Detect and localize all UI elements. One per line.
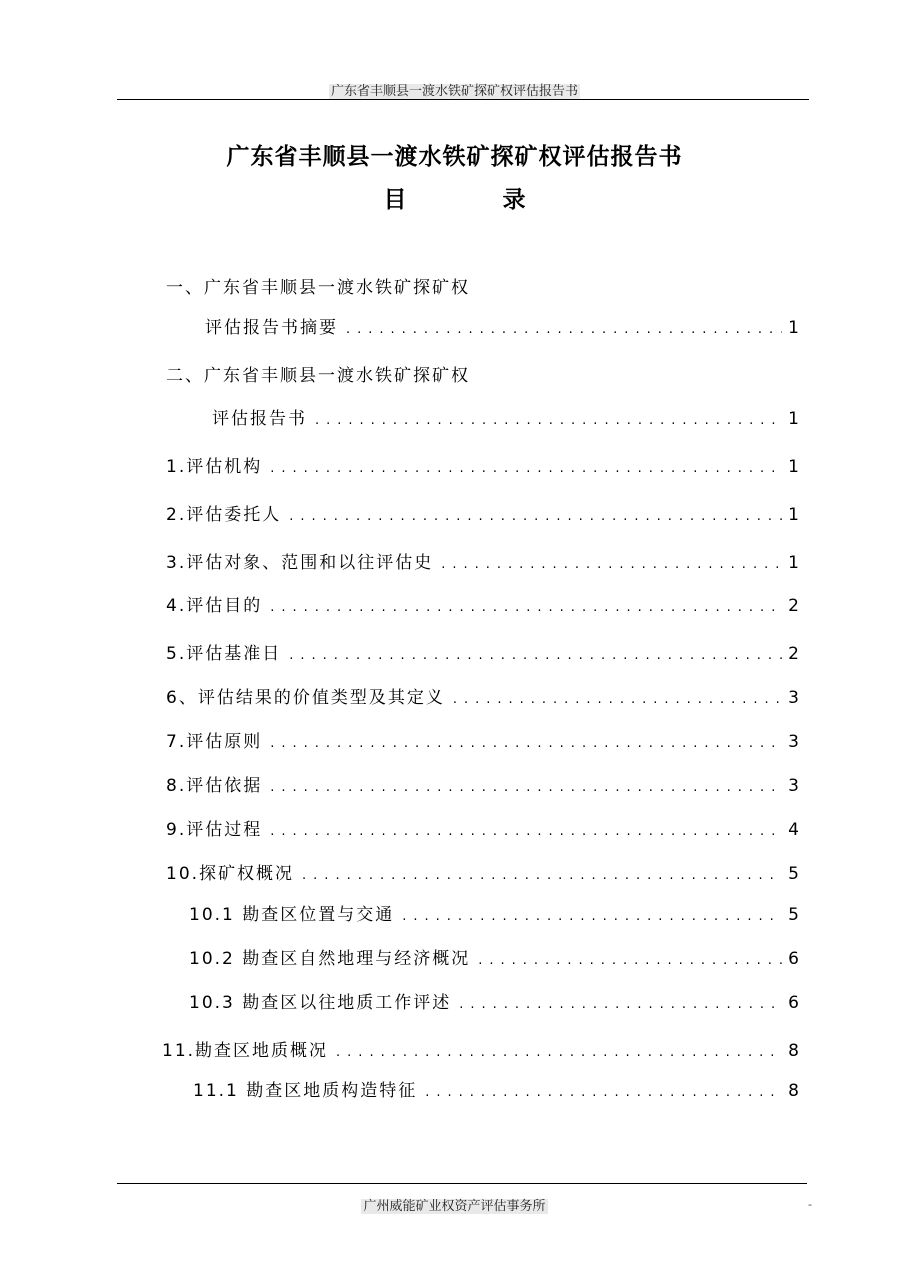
- toc-dot-leader: [289, 644, 782, 668]
- toc-entry-label: 评估报告书: [212, 409, 307, 429]
- toc-entry-page: 8: [788, 1041, 799, 1061]
- toc-entry-page: 6: [788, 993, 799, 1013]
- toc-entry[interactable]: [166, 455, 799, 481]
- toc-section1-line1: 一、广东省丰顺县一渡水铁矿探矿权: [166, 278, 470, 298]
- toc-dot-leader: [302, 864, 782, 888]
- toc-entry-label: 1.评估机构: [166, 457, 263, 477]
- toc-dot-leader: [441, 553, 782, 577]
- toc-dot-leader: [425, 1081, 782, 1105]
- toc-entry-page: 1: [788, 457, 799, 477]
- toc-dot-leader: [270, 776, 782, 800]
- toc-dot-leader: [478, 949, 782, 973]
- toc-entry-label: 2.评估委托人: [166, 505, 282, 525]
- toc-entry-label: 10.探矿权概况: [166, 864, 295, 884]
- toc-entry-page: 5: [788, 905, 799, 925]
- toc-entry[interactable]: [166, 594, 799, 620]
- toc-dot-leader: [270, 820, 782, 844]
- toc-entry[interactable]: [166, 818, 799, 844]
- toc-entry-label: 10.1 勘查区位置与交通: [189, 905, 395, 925]
- toc-entry-label: 9.评估过程: [166, 820, 263, 840]
- toc-entry-label: 评估报告书摘要: [205, 318, 338, 338]
- toc-section2-line1: 二、广东省丰顺县一渡水铁矿探矿权: [166, 366, 470, 386]
- running-footer-text: 广州威能矿业权资产评估事务所: [363, 1199, 546, 1214]
- page-marker: -: [808, 1198, 812, 1211]
- toc-dot-leader: [270, 596, 782, 620]
- toc-entry-label: 8.评估依据: [166, 776, 263, 796]
- toc-entry-page: 2: [788, 644, 799, 664]
- toc-dot-leader: [270, 457, 782, 481]
- running-footer: [0, 1195, 909, 1214]
- toc-entry[interactable]: [205, 316, 799, 342]
- toc-entry-page: 3: [788, 776, 799, 796]
- toc-entry-label: 3.评估对象、范围和以往评估史: [166, 553, 434, 573]
- toc-entry[interactable]: [166, 862, 799, 888]
- toc-dot-leader: [315, 409, 782, 433]
- toc-entry[interactable]: [166, 686, 799, 712]
- toc-entry-page: 1: [788, 318, 799, 338]
- toc-heading: 目 录: [383, 187, 570, 213]
- toc-entry[interactable]: [166, 730, 799, 756]
- toc-entry-label: 6、评估结果的价值类型及其定义: [166, 688, 445, 708]
- toc-entry-page: 1: [788, 553, 799, 573]
- toc-entry[interactable]: [166, 503, 799, 529]
- toc-entry-page: 3: [788, 732, 799, 752]
- toc-entry-page: 8: [788, 1081, 799, 1101]
- toc-entry[interactable]: [193, 1079, 799, 1105]
- toc-entry-page: 4: [788, 820, 799, 840]
- toc-entry[interactable]: [189, 903, 799, 929]
- toc-dot-leader: [289, 505, 782, 529]
- toc-dot-leader: [453, 688, 782, 712]
- toc-entry[interactable]: [189, 947, 799, 973]
- toc-entry-page: 3: [788, 688, 799, 708]
- toc-entry[interactable]: [166, 642, 799, 668]
- document-title: 广东省丰顺县一渡水铁矿探矿权评估报告书: [226, 144, 683, 170]
- footer-rule: [117, 1183, 807, 1184]
- toc-entry-page: 1: [788, 409, 799, 429]
- toc-entry-page: 2: [788, 596, 799, 616]
- toc-entry[interactable]: [212, 407, 799, 433]
- toc-dot-leader: [402, 905, 782, 929]
- toc-entry[interactable]: [166, 774, 799, 800]
- toc-entry[interactable]: [166, 551, 799, 577]
- running-header-text: 广东省丰顺县一渡水铁矿探矿权评估报告书: [330, 84, 578, 99]
- toc-entry-page: 5: [788, 864, 799, 884]
- toc-entry[interactable]: [189, 991, 799, 1017]
- toc-entry-label: 5.评估基准日: [166, 644, 282, 664]
- toc-entry-label: 10.3 勘查区以往地质工作评述: [189, 993, 452, 1013]
- toc-entry-page: 6: [788, 949, 799, 969]
- toc-dot-leader: [459, 993, 782, 1017]
- toc-entry-label: 7.评估原则: [166, 732, 263, 752]
- toc-entry-label: 4.评估目的: [166, 596, 263, 616]
- toc-entry-label: 10.2 勘查区自然地理与经济概况: [189, 949, 471, 969]
- toc-entry-label: 11.1 勘查区地质构造特征: [193, 1081, 418, 1101]
- toc-entry-page: 1: [788, 505, 799, 525]
- toc-entry[interactable]: [162, 1039, 799, 1065]
- toc-dot-leader: [346, 318, 782, 342]
- toc-dot-leader: [270, 732, 782, 756]
- toc-entry-label: 11.勘查区地质概况: [162, 1041, 329, 1061]
- toc-dot-leader: [336, 1041, 782, 1065]
